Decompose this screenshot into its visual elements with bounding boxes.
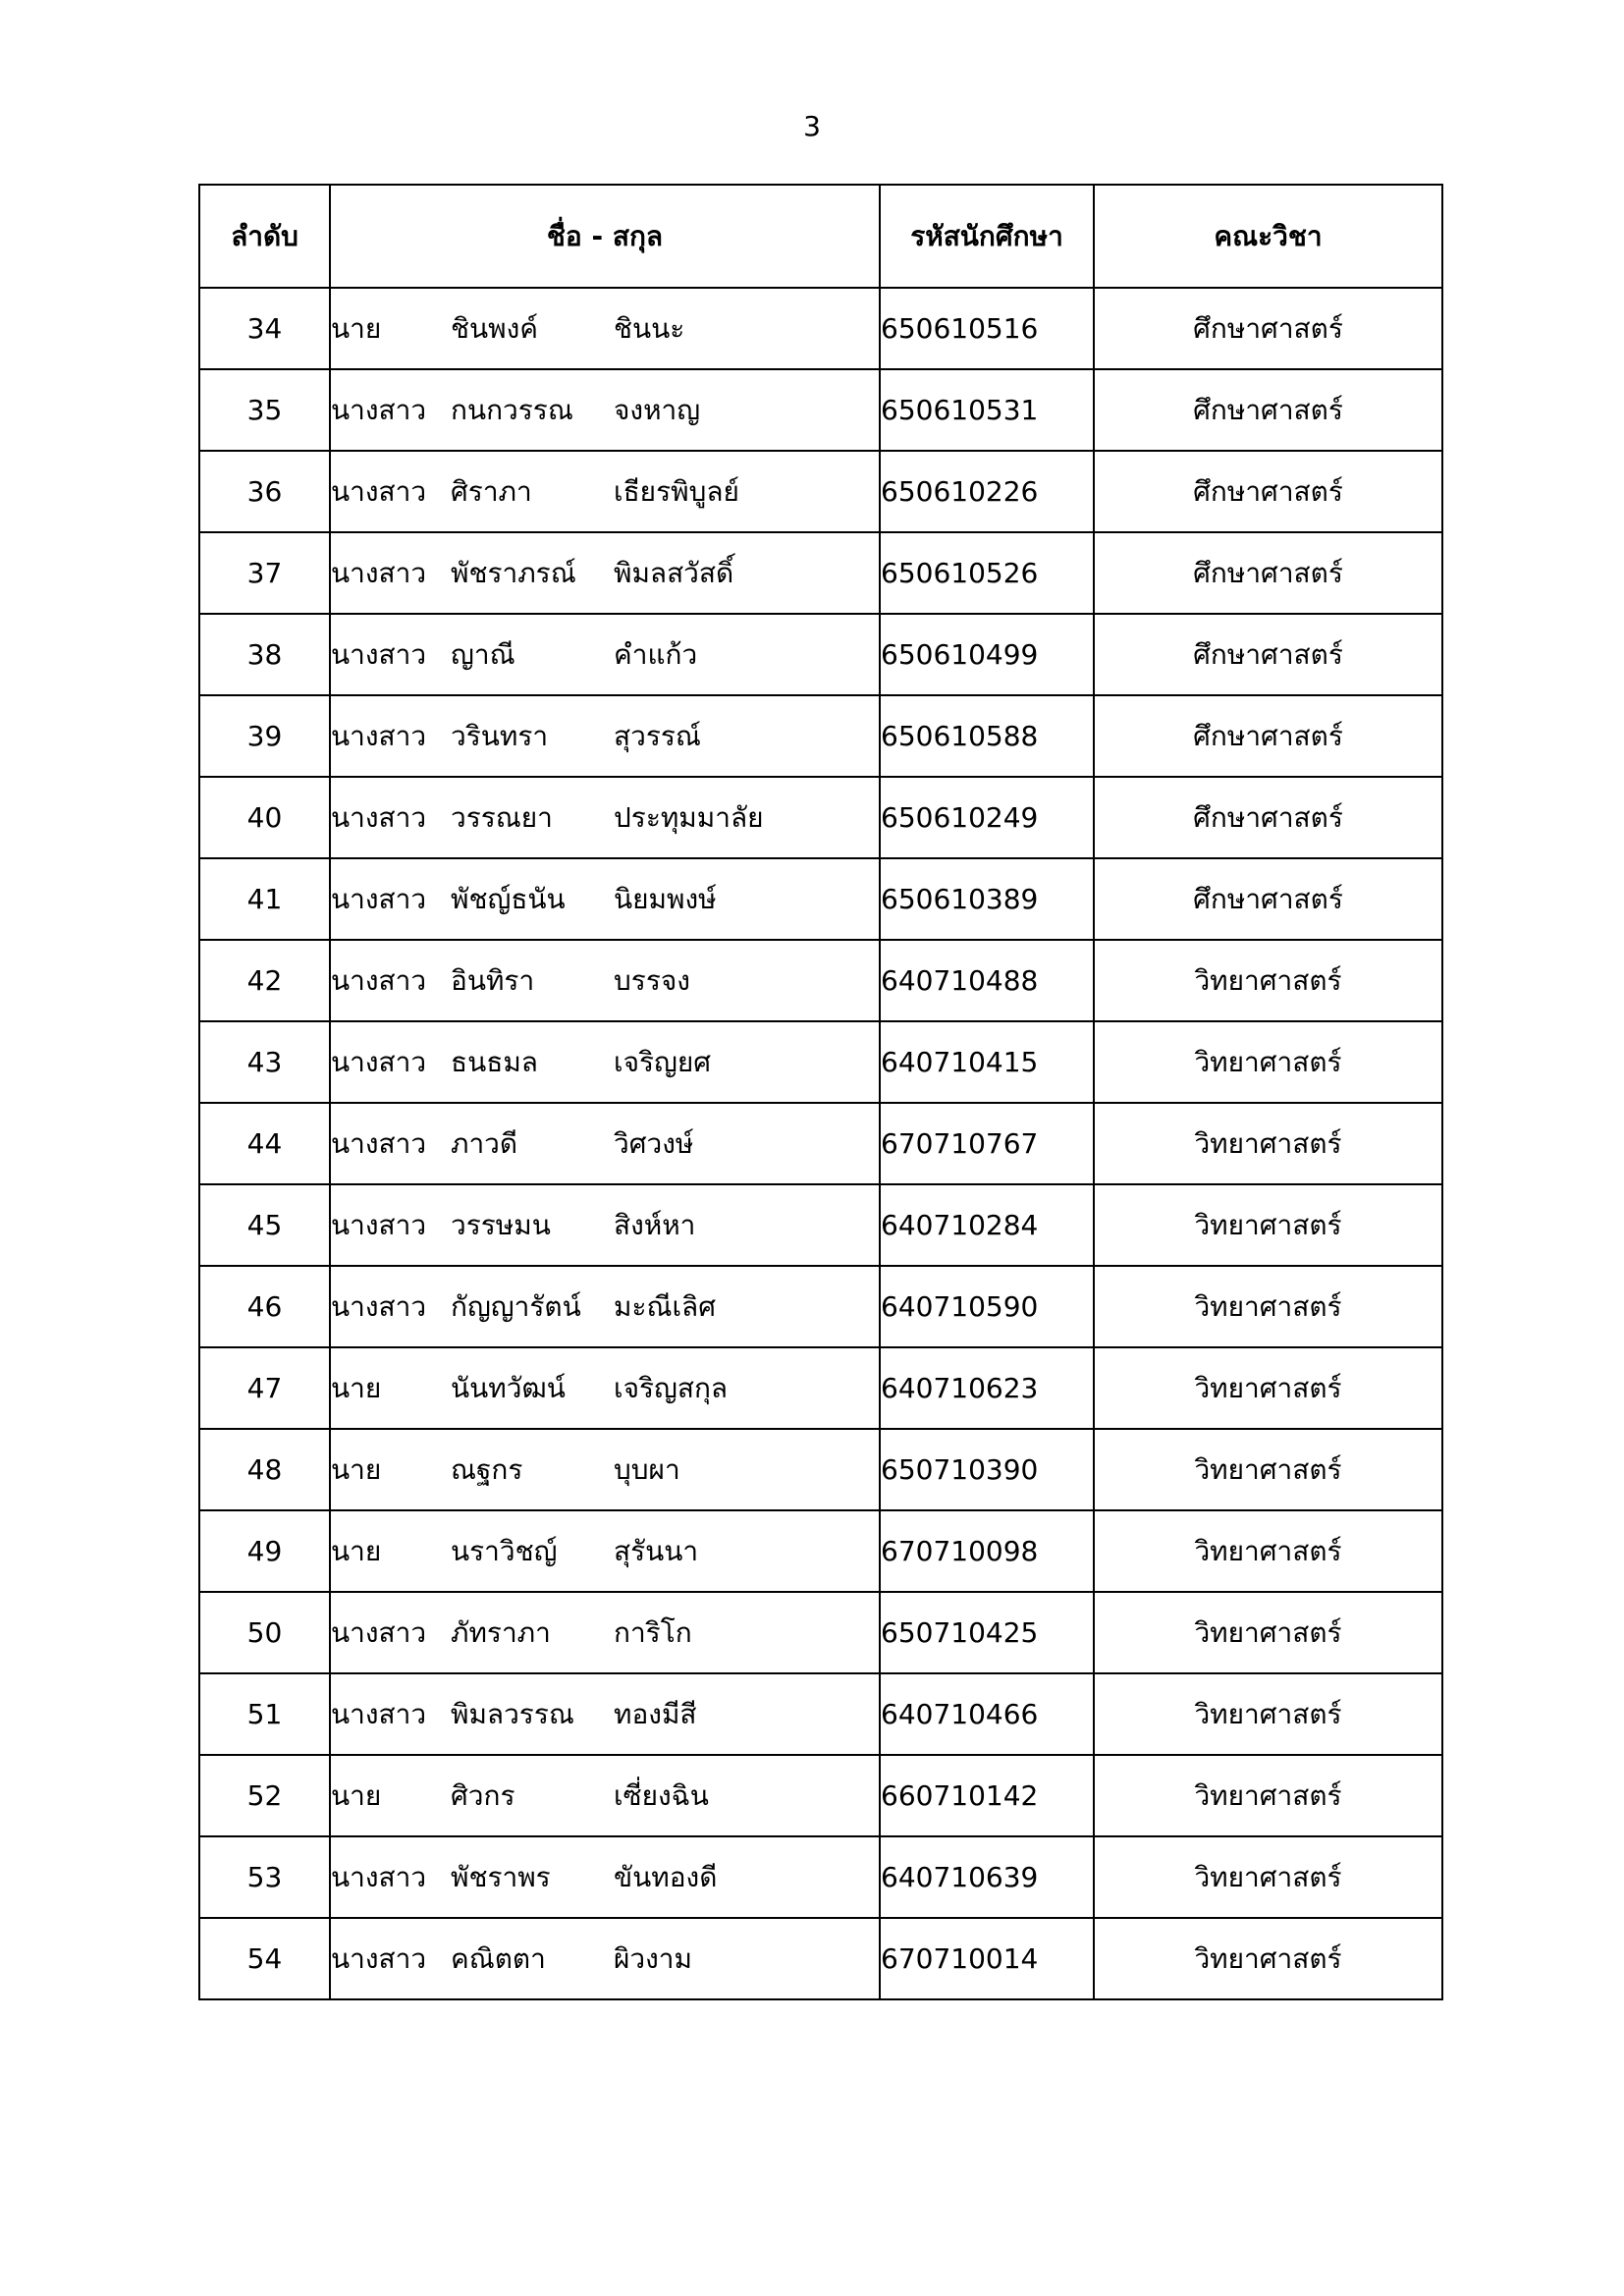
table-row	[199, 1347, 1442, 1429]
faculty: ศึกษาศาสตร์	[1094, 858, 1442, 940]
table-row	[199, 451, 1442, 532]
row-number: 40	[199, 777, 330, 858]
first-name: ณฐกร	[451, 1452, 523, 1486]
first-name: กนกวรรณ	[451, 393, 573, 426]
student-name	[330, 1592, 880, 1673]
last-name: ขันทองดี	[614, 1860, 718, 1893]
student-name	[330, 288, 880, 369]
header-student-id: รหัสนักศึกษา	[880, 185, 1094, 288]
student-name	[330, 532, 880, 614]
faculty: ศึกษาศาสตร์	[1094, 695, 1442, 777]
last-name: จงหาญ	[614, 393, 701, 426]
table-row	[199, 1673, 1442, 1755]
name-prefix: นางสาว	[331, 800, 427, 834]
last-name: ทองมีสี	[614, 1697, 697, 1730]
faculty: วิทยาศาสตร์	[1094, 1184, 1442, 1266]
faculty: วิทยาศาสตร์	[1094, 1673, 1442, 1755]
name-prefix: นาย	[331, 1371, 382, 1404]
name-prefix: นางสาว	[331, 1208, 427, 1241]
table-row	[199, 532, 1442, 614]
name-prefix: นางสาว	[331, 963, 427, 997]
row-number: 50	[199, 1592, 330, 1673]
student-id: 670710098	[880, 1510, 1094, 1592]
name-prefix: นางสาว	[331, 882, 427, 915]
table-row	[199, 369, 1442, 451]
name-prefix: นางสาว	[331, 1045, 427, 1078]
student-id: 640710284	[880, 1184, 1094, 1266]
name-prefix: นางสาว	[331, 1941, 427, 1975]
student-name	[330, 1510, 880, 1592]
last-name: วิศวงษ์	[614, 1126, 694, 1160]
last-name: ผิวงาม	[614, 1941, 692, 1975]
table-row	[199, 1021, 1442, 1103]
first-name: พัชราภรณ์	[451, 556, 576, 589]
name-prefix: นางสาว	[331, 1126, 427, 1160]
faculty: ศึกษาศาสตร์	[1094, 288, 1442, 369]
last-name: มะณีเลิศ	[614, 1289, 716, 1323]
row-number: 47	[199, 1347, 330, 1429]
last-name: พิมลสวัสดิ์	[614, 556, 734, 589]
student-name	[330, 369, 880, 451]
table-header-row	[199, 185, 1442, 288]
header-name: ชื่อ - สกุล	[330, 185, 880, 288]
last-name: บุบผา	[614, 1452, 680, 1486]
student-name	[330, 1918, 880, 1999]
table-row	[199, 1592, 1442, 1673]
student-id: 650610526	[880, 532, 1094, 614]
student-name	[330, 695, 880, 777]
student-id: 650710390	[880, 1429, 1094, 1510]
table-row	[199, 1103, 1442, 1184]
row-number: 51	[199, 1673, 330, 1755]
first-name: พิมลวรรณ	[451, 1697, 574, 1730]
student-id: 660710142	[880, 1755, 1094, 1836]
student-id: 640710623	[880, 1347, 1094, 1429]
name-prefix: นางสาว	[331, 1697, 427, 1730]
faculty: วิทยาศาสตร์	[1094, 1836, 1442, 1918]
name-prefix: นางสาว	[331, 1860, 427, 1893]
table-row	[199, 777, 1442, 858]
last-name: เธียรพิบูลย์	[614, 474, 739, 508]
row-number: 48	[199, 1429, 330, 1510]
name-prefix: นาย	[331, 1452, 382, 1486]
last-name: คำแก้ว	[614, 637, 698, 671]
student-name	[330, 1184, 880, 1266]
header-faculty: คณะวิชา	[1094, 185, 1442, 288]
first-name: ญาณี	[451, 637, 515, 671]
last-name: สุวรรณ์	[614, 719, 701, 752]
student-name	[330, 1429, 880, 1510]
row-number: 46	[199, 1266, 330, 1347]
last-name: สิงห์หา	[614, 1208, 696, 1241]
faculty: ศึกษาศาสตร์	[1094, 777, 1442, 858]
faculty: วิทยาศาสตร์	[1094, 1347, 1442, 1429]
first-name: พัชญ์ธนัน	[451, 882, 566, 915]
table-row	[199, 1429, 1442, 1510]
name-prefix: นาย	[331, 1534, 382, 1567]
name-prefix: นางสาว	[331, 474, 427, 508]
student-id: 650610516	[880, 288, 1094, 369]
name-prefix: นาย	[331, 311, 382, 345]
student-name	[330, 940, 880, 1021]
first-name: ศิราภา	[451, 474, 532, 508]
name-prefix: นาย	[331, 1778, 382, 1812]
faculty: วิทยาศาสตร์	[1094, 1429, 1442, 1510]
faculty: ศึกษาศาสตร์	[1094, 451, 1442, 532]
table-row	[199, 1918, 1442, 1999]
student-name	[330, 1021, 880, 1103]
faculty: วิทยาศาสตร์	[1094, 1021, 1442, 1103]
student-name	[330, 614, 880, 695]
name-prefix: นางสาว	[331, 393, 427, 426]
row-number: 49	[199, 1510, 330, 1592]
student-name	[330, 1673, 880, 1755]
last-name: การิโก	[614, 1615, 692, 1649]
first-name: นันทวัฒน์	[451, 1371, 566, 1404]
first-name: วรินทรา	[451, 719, 549, 752]
faculty: ศึกษาศาสตร์	[1094, 369, 1442, 451]
table-row	[199, 940, 1442, 1021]
row-number: 34	[199, 288, 330, 369]
student-id: 650610226	[880, 451, 1094, 532]
last-name: เซี่ยงฉิน	[614, 1778, 709, 1812]
student-id: 650610531	[880, 369, 1094, 451]
name-prefix: นางสาว	[331, 556, 427, 589]
row-number: 38	[199, 614, 330, 695]
student-id: 650610389	[880, 858, 1094, 940]
student-id: 640710488	[880, 940, 1094, 1021]
faculty: วิทยาศาสตร์	[1094, 1510, 1442, 1592]
table-row	[199, 1510, 1442, 1592]
student-name	[330, 1836, 880, 1918]
table-row	[199, 1755, 1442, 1836]
first-name: พัชราพร	[451, 1860, 551, 1893]
page-number: 3	[803, 110, 821, 142]
table-row	[199, 695, 1442, 777]
faculty: วิทยาศาสตร์	[1094, 1266, 1442, 1347]
name-prefix: นางสาว	[331, 719, 427, 752]
faculty: ศึกษาศาสตร์	[1094, 614, 1442, 695]
row-number: 42	[199, 940, 330, 1021]
student-id: 640710466	[880, 1673, 1094, 1755]
row-number: 54	[199, 1918, 330, 1999]
student-id: 670710767	[880, 1103, 1094, 1184]
row-number: 36	[199, 451, 330, 532]
table-body	[199, 288, 1442, 1999]
faculty: วิทยาศาสตร์	[1094, 1918, 1442, 1999]
first-name: ชินพงค์	[451, 311, 539, 345]
faculty: วิทยาศาสตร์	[1094, 1592, 1442, 1673]
first-name: ธนธมล	[451, 1045, 538, 1078]
row-number: 53	[199, 1836, 330, 1918]
faculty: วิทยาศาสตร์	[1094, 940, 1442, 1021]
row-number: 41	[199, 858, 330, 940]
student-name	[330, 858, 880, 940]
table-row	[199, 614, 1442, 695]
table-row	[199, 288, 1442, 369]
row-number: 39	[199, 695, 330, 777]
student-id: 640710639	[880, 1836, 1094, 1918]
student-id: 650610249	[880, 777, 1094, 858]
last-name: เจริญยศ	[614, 1045, 712, 1078]
student-id: 640710590	[880, 1266, 1094, 1347]
student-name	[330, 1755, 880, 1836]
faculty: ศึกษาศาสตร์	[1094, 532, 1442, 614]
last-name: เจริญสกุล	[614, 1371, 729, 1404]
row-number: 44	[199, 1103, 330, 1184]
table-row	[199, 1266, 1442, 1347]
row-number: 37	[199, 532, 330, 614]
first-name: กัญญารัตน์	[451, 1289, 581, 1323]
row-number: 35	[199, 369, 330, 451]
name-prefix: นางสาว	[331, 1289, 427, 1323]
student-table	[198, 184, 1443, 2000]
student-name	[330, 451, 880, 532]
first-name: นราวิชญ์	[451, 1534, 558, 1567]
first-name: วรรษมน	[451, 1208, 551, 1241]
student-id: 670710014	[880, 1918, 1094, 1999]
student-name	[330, 1347, 880, 1429]
first-name: ภาวดี	[451, 1126, 518, 1160]
last-name: ชินนะ	[614, 311, 685, 345]
student-id: 650610588	[880, 695, 1094, 777]
last-name: บรรจง	[614, 963, 690, 997]
name-prefix: นางสาว	[331, 1615, 427, 1649]
table-row	[199, 1184, 1442, 1266]
first-name: ศิวกร	[451, 1778, 515, 1812]
first-name: คณิตตา	[451, 1941, 546, 1975]
last-name: สุรันนา	[614, 1534, 699, 1567]
student-name	[330, 1266, 880, 1347]
name-prefix: นางสาว	[331, 637, 427, 671]
faculty: วิทยาศาสตร์	[1094, 1755, 1442, 1836]
faculty: วิทยาศาสตร์	[1094, 1103, 1442, 1184]
student-id: 650710425	[880, 1592, 1094, 1673]
student-name	[330, 1103, 880, 1184]
first-name: ภัทราภา	[451, 1615, 551, 1649]
row-number: 45	[199, 1184, 330, 1266]
student-name	[330, 777, 880, 858]
first-name: อินทิรา	[451, 963, 535, 997]
table-row	[199, 1836, 1442, 1918]
first-name: วรรณยา	[451, 800, 553, 834]
last-name: ประทุมมาลัย	[614, 800, 764, 834]
last-name: นิยมพงษ์	[614, 882, 717, 915]
row-number: 52	[199, 1755, 330, 1836]
student-id: 650610499	[880, 614, 1094, 695]
header-no: ลำดับ	[199, 185, 330, 288]
student-id: 640710415	[880, 1021, 1094, 1103]
row-number: 43	[199, 1021, 330, 1103]
table-row	[199, 858, 1442, 940]
